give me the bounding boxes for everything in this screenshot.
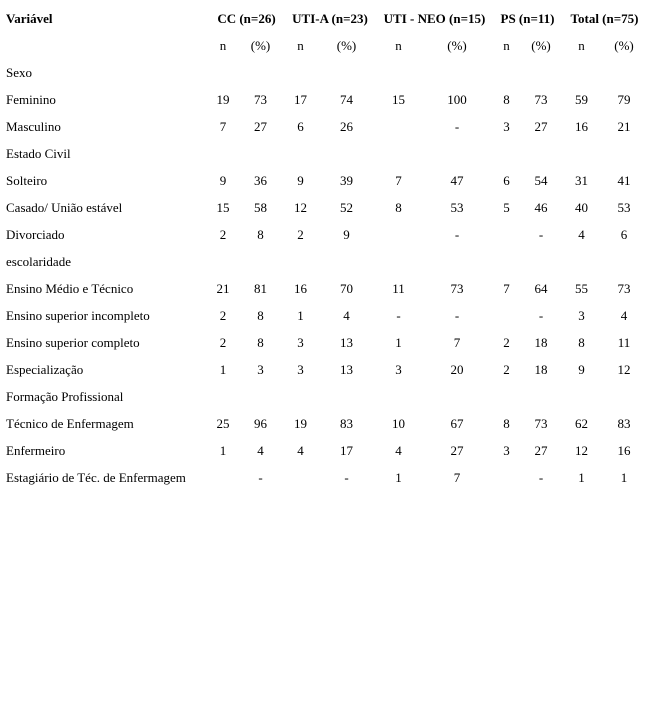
table-cell: 8 [503,91,510,107]
table-cell: 2 [219,307,227,323]
table-cell: - [538,307,544,323]
table-cell: - [454,118,460,134]
table-cell [493,302,520,329]
subheader-cell: n [395,37,402,53]
table-cell: 27 [254,118,267,134]
table-cell: 27 [534,118,548,134]
table-cell [209,464,237,491]
subheader-cell: (%) [614,37,634,53]
table-cell: 64 [534,280,548,296]
table-cell: 16 [617,442,631,458]
table-cell [601,248,647,275]
table-row [6,275,647,302]
table-cell [562,248,601,275]
table-row [6,464,647,491]
table-cell: 1 [578,469,585,485]
table-cell: 8 [257,334,264,350]
table-row [6,194,647,221]
table-cell: 3 [297,361,304,377]
table-cell [520,59,562,86]
table-cell: - [454,307,460,323]
table-row [6,140,647,167]
table-row [6,302,647,329]
table-cell: 36 [254,172,267,188]
table-cell [376,113,421,140]
table-cell: 31 [575,172,588,188]
table-cell: 73 [534,415,548,431]
row-label: Feminino [6,91,56,107]
table-cell: 62 [575,415,588,431]
row-label: Ensino superior incompleto [6,307,150,323]
group-header-ps: PS (n=11) [500,10,555,26]
table-cell [237,59,284,86]
table-cell [284,383,317,410]
row-label: Ensino Médio e Técnico [6,280,134,296]
table-cell: 17 [340,442,353,458]
table-cell [520,248,562,275]
table-cell [209,248,237,275]
table-cell: 19 [216,91,230,107]
table-cell: 16 [575,118,588,134]
table-row [6,59,647,86]
table-cell: 83 [617,415,631,431]
table-cell [209,59,237,86]
table-cell [562,59,601,86]
variable-header: Variável [6,10,53,26]
table-cell [421,140,493,167]
table-cell: 53 [617,199,631,215]
table-cell [562,140,601,167]
subheader-cell: (%) [447,37,467,53]
table-cell: 7 [453,334,461,350]
table-cell: 47 [450,172,464,188]
table-cell [421,59,493,86]
table-cell [237,248,284,275]
table-cell: 52 [340,199,353,215]
table-cell: 7 [219,118,227,134]
table-cell: 1 [620,469,628,485]
group-header-cc: CC (n=26) [217,10,276,26]
table-cell [284,59,317,86]
group-header-uti-a: UTI-A (n=23) [292,10,368,26]
table-cell: 9 [343,226,350,242]
row-label: Estado Civil [6,145,71,161]
row-label: Ensino superior completo [6,334,140,350]
table-cell: - [454,226,460,242]
table-cell [601,383,647,410]
table-cell: 4 [395,442,402,458]
table-cell: 4 [297,442,304,458]
data-table [6,5,647,491]
table-cell: 2 [219,226,227,242]
row-label: escolaridade [6,253,71,269]
table-cell: 1 [395,469,402,485]
table-cell: 73 [534,91,548,107]
table-cell: 15 [392,91,405,107]
table-cell: 3 [395,361,402,377]
table-cell [376,248,421,275]
table-cell: 12 [575,442,588,458]
table-cell: 59 [575,91,588,107]
row-label: Masculino [6,118,61,134]
table-row [6,410,647,437]
table-cell [317,140,376,167]
table-cell [601,59,647,86]
table-cell: 1 [219,361,227,377]
row-label: Enfermeiro [6,442,66,458]
table-cell [284,248,317,275]
table-cell [493,248,520,275]
row-label: Sexo [6,64,32,80]
table-cell: - [258,469,263,485]
table-cell: 11 [392,280,405,296]
row-label: Casado/ União estável [6,199,123,215]
table-cell: 39 [340,172,353,188]
table-cell: 1 [219,442,227,458]
table-cell: 3 [297,334,304,350]
row-label: Formação Profissional [6,388,124,404]
table-cell: 7 [453,469,461,485]
table-cell: 7 [395,172,402,188]
table-cell: 100 [447,91,467,107]
table-cell: 3 [257,361,264,377]
subheader-cell: n [297,37,304,53]
table-cell [317,248,376,275]
table-row [6,383,647,410]
row-label: Especialização [6,361,84,377]
table-cell: 19 [294,415,307,431]
table-cell: 8 [395,199,402,215]
table-cell: 67 [450,415,464,431]
table-cell: 46 [534,199,548,215]
table-row [6,329,647,356]
table-cell: 73 [450,280,464,296]
table-row [6,221,647,248]
table-row [6,437,647,464]
table-cell: 58 [254,199,267,215]
table-cell [284,140,317,167]
table-row [6,167,647,194]
group-header-uti-neo: UTI - NEO (n=15) [383,10,486,26]
table-row [6,248,647,275]
table-cell: 6 [297,118,304,134]
table-cell: 12 [617,361,631,377]
table-cell: 9 [219,172,227,188]
table-cell: 73 [617,280,631,296]
table-cell: 41 [617,172,631,188]
table-cell: - [538,469,544,485]
subheader-cell: (%) [250,37,271,53]
row-label: Divorciado [6,226,65,242]
table-cell: 8 [578,334,585,350]
table-cell: - [396,307,401,323]
table-cell: 11 [617,334,631,350]
table-cell: 4 [257,442,264,458]
subheader-cell: n [219,37,227,53]
table-cell: 10 [392,415,405,431]
table-cell: 5 [503,199,510,215]
subheader-row [6,32,647,59]
table-cell: 3 [578,307,585,323]
group-header-row [6,5,647,32]
table-cell [376,59,421,86]
table-cell: 73 [254,91,267,107]
table-cell [421,383,493,410]
table-cell: 96 [254,415,267,431]
table-cell: 18 [534,334,548,350]
table-cell: 40 [575,199,588,215]
table-cell: - [344,469,349,485]
table-cell: 2 [219,334,227,350]
table-cell: 8 [503,415,510,431]
table-row [6,113,647,140]
table-cell: 20 [450,361,464,377]
table-cell: 53 [450,199,464,215]
table-cell [317,59,376,86]
subheader-cell: (%) [336,37,357,53]
table-cell: 9 [297,172,304,188]
table-cell: 2 [297,226,304,242]
table-cell: 1 [395,334,402,350]
row-label: Estagiário de Téc. de Enfermagem [6,469,186,485]
table-cell: 26 [340,118,353,134]
subheader-cell: n [503,37,510,53]
table-cell: 12 [294,199,307,215]
table-cell: - [538,226,544,242]
table-cell: 81 [254,280,267,296]
table-cell: 27 [450,442,464,458]
subheader-cell: n [578,37,585,53]
table-cell [376,383,421,410]
group-header-total: Total (n=75) [570,10,639,26]
table-row [6,86,647,113]
table-cell: 55 [575,280,588,296]
table-cell: 4 [578,226,585,242]
table-cell [376,140,421,167]
table-cell: 17 [294,91,307,107]
table-cell [601,140,647,167]
table-cell [237,383,284,410]
table-cell: 16 [294,280,307,296]
table-cell: 13 [340,334,353,350]
table-cell: 54 [534,172,548,188]
table-cell: 4 [620,307,628,323]
table-cell: 25 [216,415,230,431]
table-cell: 9 [578,361,585,377]
table-cell: 6 [620,226,628,242]
row-label: Solteiro [6,172,48,188]
table-cell: 1 [297,307,304,323]
table-cell: 70 [340,280,353,296]
table-cell [562,383,601,410]
table-cell: 74 [340,91,353,107]
table-cell: 3 [503,118,510,134]
table-row [6,356,647,383]
table-cell: 4 [343,307,350,323]
subheader-cell: (%) [531,37,551,53]
table-cell: 2 [503,334,510,350]
table-cell [493,221,520,248]
table-cell [520,140,562,167]
table-cell: 8 [257,307,264,323]
table-cell: 2 [503,361,510,377]
table-cell [237,140,284,167]
table-cell [284,464,317,491]
table-cell: 21 [216,280,230,296]
table-cell: 18 [534,361,548,377]
table-cell: 13 [340,361,353,377]
table-cell: 79 [617,91,631,107]
table-cell [493,140,520,167]
table-cell [493,59,520,86]
table-cell [493,383,520,410]
table-cell [421,248,493,275]
table-cell: 6 [503,172,510,188]
table-cell: 15 [216,199,230,215]
table-cell [209,140,237,167]
table-cell: 3 [503,442,510,458]
table-cell [317,383,376,410]
table-cell [520,383,562,410]
table-cell: 21 [617,118,631,134]
table-cell [493,464,520,491]
table-cell: 83 [340,415,353,431]
row-label: Técnico de Enfermagem [6,415,134,431]
table-cell [209,383,237,410]
table-cell [376,221,421,248]
table-cell: 8 [257,226,264,242]
table-cell: 7 [503,280,510,296]
table-cell: 27 [534,442,548,458]
